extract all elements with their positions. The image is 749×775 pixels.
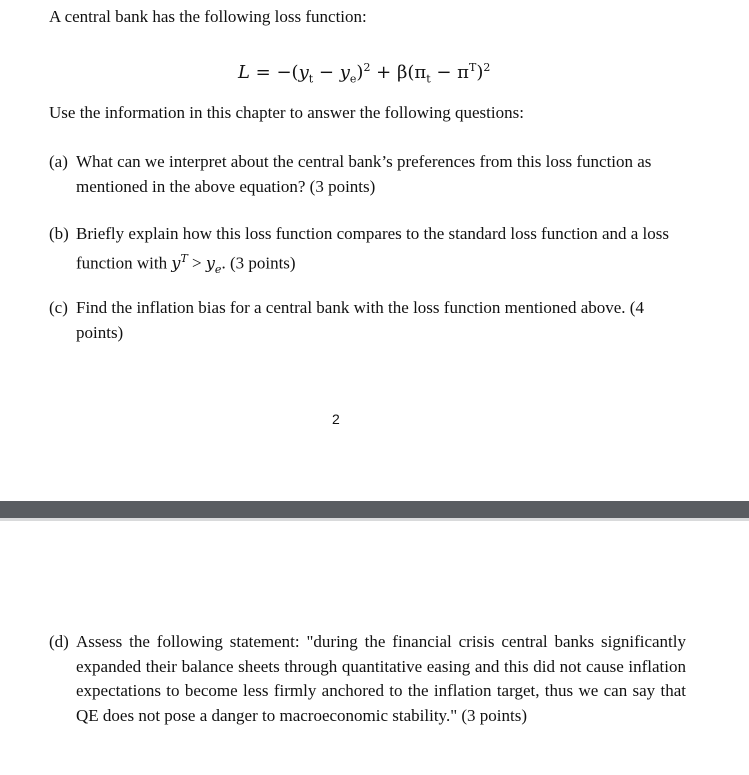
question-d-label: (d) xyxy=(49,632,69,651)
eq-t-sub: t xyxy=(308,72,314,86)
eq-close-2: ) xyxy=(476,62,484,83)
question-b-text-after: . (3 points) xyxy=(221,253,296,273)
eq-ye: y xyxy=(339,62,350,83)
question-c-text: Find the inflation bias for a central bank with the loss function mentioned above. (4 points) xyxy=(76,298,644,342)
question-a-text: What can we interpret about the central bank’s preferences from this loss function as mentioned in the above equation? (3 points) xyxy=(76,152,652,196)
loss-function-equation xyxy=(238,55,490,93)
question-b-ye: y xyxy=(205,253,215,273)
page-divider xyxy=(0,501,749,518)
question-b-body xyxy=(76,222,688,282)
eq-square-2: 2 xyxy=(483,61,491,74)
eq-l: L xyxy=(238,62,250,83)
eq-minus-pi: − π xyxy=(430,62,470,83)
page-number: 2 xyxy=(332,411,340,427)
eq-plus-beta: + β(π xyxy=(370,62,427,83)
eq-pi-t-sub: t xyxy=(426,72,431,86)
question-d-text: Assess the following statement: "during the financial crisis central banks significantly expanded their balance sheets through quantitative easing and this did not cause inflation expectations to become less firmly anchored to the inflation target, thus we can say that QE does not pose a danger to macroeconomic stability." (3 points) xyxy=(76,632,686,725)
question-a-label: (a) xyxy=(49,152,68,171)
question-b-text-before: Briefly explain how this loss function compares to the standard loss function and a loss function with xyxy=(76,224,670,273)
eq-e-sub: e xyxy=(349,72,357,86)
eq-y: y xyxy=(298,62,309,83)
eq-close: ) xyxy=(356,62,364,83)
eq-minus: − xyxy=(313,62,340,83)
question-b-gt: > xyxy=(187,253,206,273)
question-b-y: y xyxy=(171,253,181,273)
instructions-text: Use the information in this chapter to answer the following questions: xyxy=(49,103,524,122)
question-b-t-sup: T xyxy=(180,251,188,265)
eq-target-sup: T xyxy=(469,61,477,74)
question-b-e-sub: e xyxy=(214,262,222,276)
question-c-label: (c) xyxy=(49,298,68,317)
intro-text: A central bank has the following loss function: xyxy=(49,7,367,26)
eq-equals: = −( xyxy=(249,62,299,83)
page-divider-edge xyxy=(0,518,749,521)
question-b-label: (b) xyxy=(49,224,69,243)
eq-square: 2 xyxy=(363,61,371,74)
